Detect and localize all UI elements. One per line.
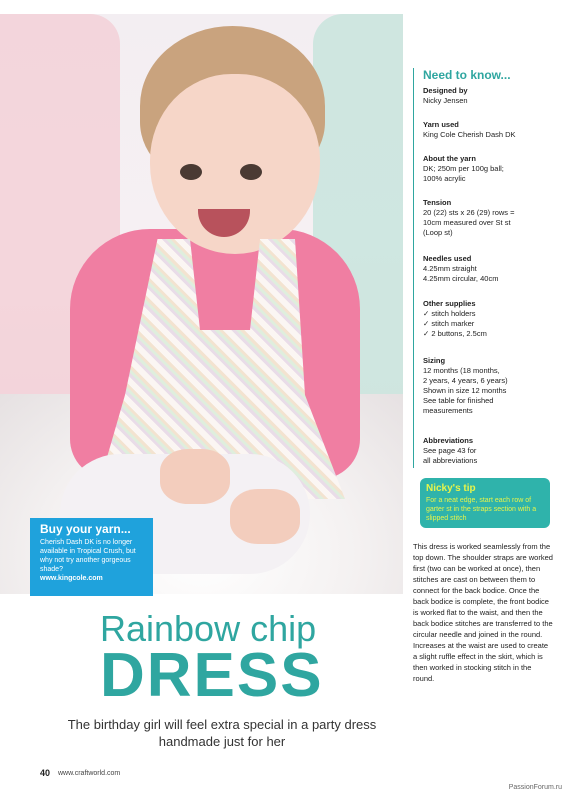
sidebar-section-tension <box>423 198 558 238</box>
sidebar-section-supplies <box>423 299 558 339</box>
section-line: 4.25mm circular, 40cm <box>423 274 499 283</box>
headline-line-2: DRESS <box>100 641 324 710</box>
section-line: Nicky Jensen <box>423 96 468 105</box>
section-title: Needles used <box>423 254 472 263</box>
buy-yarn-title: Buy your yarn... <box>40 522 131 536</box>
section-line: 2 years, 4 years, 6 years) <box>423 376 508 385</box>
headline-line-1: Rainbow chip <box>100 608 317 649</box>
section-line: measurements <box>423 406 473 415</box>
nickys-tip-box <box>420 478 550 528</box>
section-line: King Cole Cherish Dash DK <box>423 130 516 139</box>
tip-title: Nicky's tip <box>426 483 476 494</box>
sidebar-section-needles <box>423 254 558 284</box>
section-line: See table for finished <box>423 396 494 405</box>
section-title: About the yarn <box>423 154 476 163</box>
page-number: 40 <box>40 768 51 778</box>
section-title: Other supplies <box>423 299 476 308</box>
sidebar-section-yarn <box>423 120 558 140</box>
section-line: 20 (22) sts x 26 (29) rows = <box>423 208 515 217</box>
buy-yarn-link[interactable]: www.kingcole.com <box>40 575 103 582</box>
section-line: See page 43 for <box>423 446 477 455</box>
section-title: Yarn used <box>423 120 459 129</box>
section-line: 10cm measured over St st <box>423 218 511 227</box>
footer-site[interactable]: www.craftworld.com <box>58 770 121 777</box>
section-line: ✓ stitch marker <box>423 319 475 328</box>
photo-baby-eye <box>240 164 262 180</box>
section-title: Abbreviations <box>423 436 474 445</box>
sidebar-rule <box>413 68 414 468</box>
section-line: (Loop st) <box>423 228 453 237</box>
section-line: Shown in size 12 months <box>423 386 507 395</box>
section-line: ✓ stitch holders <box>423 309 476 318</box>
sidebar-heading: Need to know... <box>423 68 511 82</box>
tip-text: For a neat edge, start each row of garter st in the straps section with a slipped stitch <box>426 497 537 522</box>
body-copy: This dress is worked seamlessly from the top down. The shoulder straps are worked first (two can be worked at once), then stitches are cast on between them to connect for the back bodice. Once the back bodice is complete, the front bodice is worked flat to the waist, and then the back bodice stitches are transferred to the circular needle and joined in the round. Increases at the waist are used to create a slight ruffle effect in the skirt, which is then worked in stocking stitch in the round. <box>413 542 553 683</box>
section-line: all abbreviations <box>423 456 478 465</box>
sidebar-section-sizing <box>423 356 558 416</box>
buy-yarn-box <box>30 518 153 596</box>
sidebar-section-designer <box>423 86 558 106</box>
standfirst: The birthday girl will feel extra special in a party dress handmade just for her <box>67 717 377 749</box>
sidebar-section-about-yarn <box>423 154 558 184</box>
section-line: 4.25mm straight <box>423 264 477 273</box>
section-line: 100% acrylic <box>423 174 466 183</box>
section-line: DK; 250m per 100g ball; <box>423 164 504 173</box>
buy-yarn-text: Cherish Dash DK is no longer available in Tropical Crush, but why not try another gorgeous shade? <box>40 539 136 573</box>
watermark: PassionForum.ru <box>508 784 562 791</box>
section-title: Designed by <box>423 86 468 95</box>
hero-photo <box>0 14 403 594</box>
section-line: ✓ 2 buttons, 2.5cm <box>423 329 487 338</box>
photo-baby-hand <box>160 449 230 504</box>
section-line: 12 months (18 months, <box>423 366 500 375</box>
sidebar-section-abbreviations <box>423 436 558 466</box>
section-title: Tension <box>423 198 452 207</box>
photo-baby-eye <box>180 164 202 180</box>
photo-baby-hand <box>230 489 300 544</box>
section-title: Sizing <box>423 356 446 365</box>
